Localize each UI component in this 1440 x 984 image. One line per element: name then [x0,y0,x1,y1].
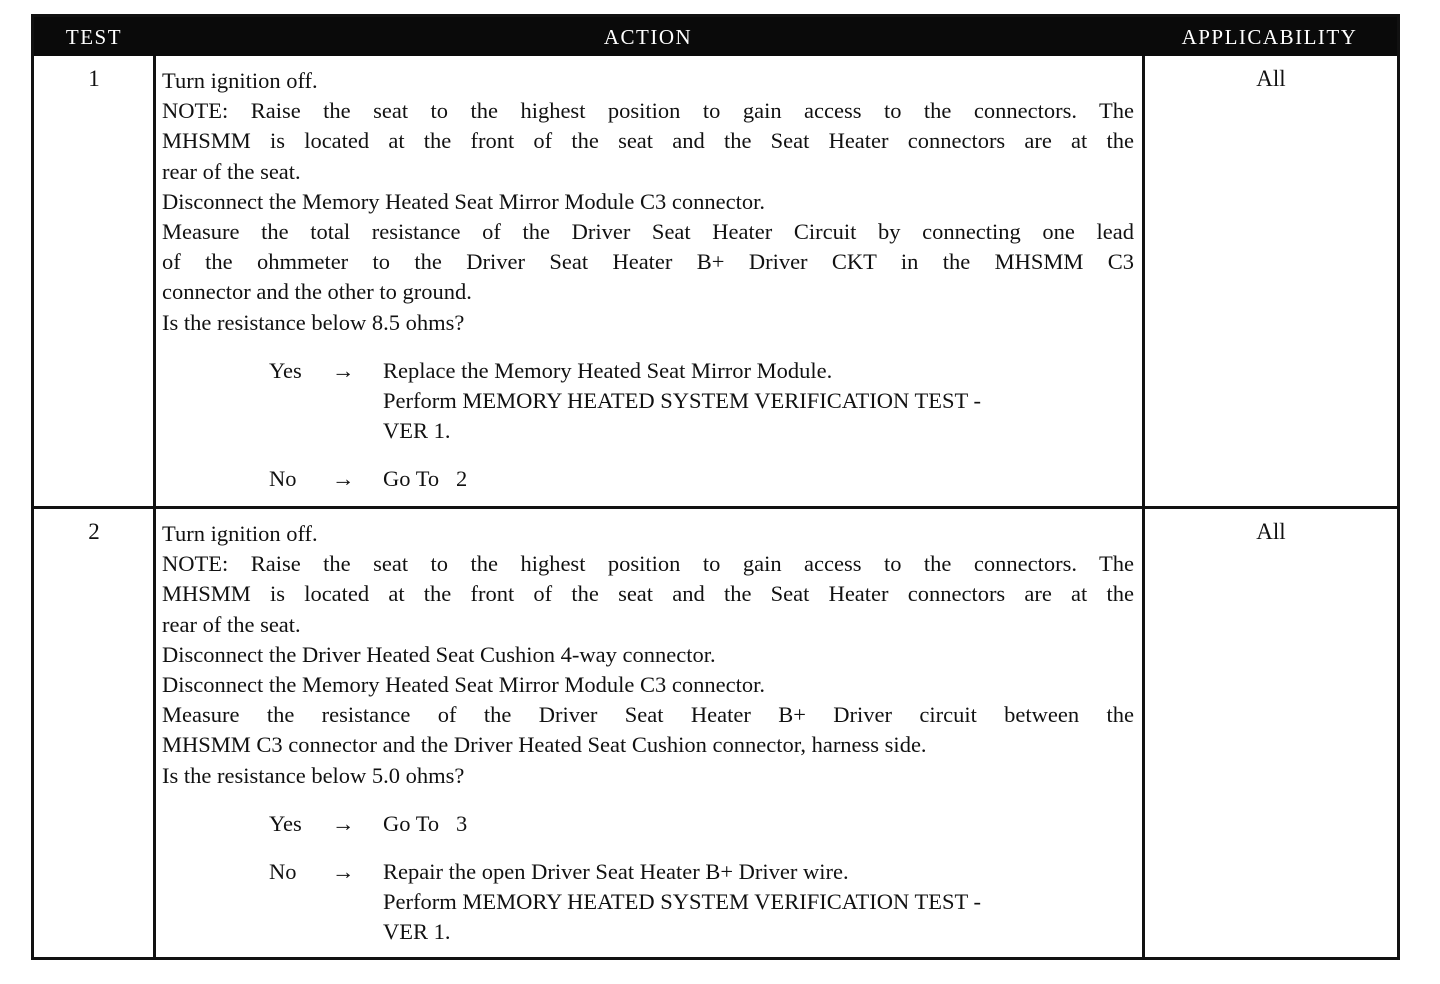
diagnostic-test-table [31,14,1400,960]
no-result [383,857,1134,948]
action-line: MHSMM is located at the front of the seat and the Seat Heater connectors are at the [162,128,1134,154]
result-line: VER 1. [383,418,451,444]
arrow-right-icon: → [332,357,355,383]
no-result [383,464,1134,494]
no-branch [162,857,1134,948]
header-test: TEST [65,25,123,49]
yes-label: Yes [269,810,302,836]
table-row [34,56,1397,507]
applicability-value: All [1256,66,1286,91]
action-cell [162,66,1134,495]
arrow-right-icon: → [332,859,355,885]
yes-branch [162,356,1134,447]
action-line: Is the resistance below 5.0 ohms? [162,762,465,788]
action-line: NOTE: Raise the seat to the highest position to gain access to the connectors. The [162,98,1134,124]
action-line: connector and the other to ground. [162,279,472,305]
action-line: rear of the seat. [162,158,301,184]
result-line: Perform MEMORY HEATED SYSTEM VERIFICATION TEST - [383,388,981,414]
arrow-right-icon: → [332,466,355,492]
no-branch [162,464,1134,494]
result-line: Perform MEMORY HEATED SYSTEM VERIFICATION TEST - [383,889,981,915]
no-label: No [269,859,297,885]
result-line: Go To 3 [383,810,468,836]
result-line: Replace the Memory Heated Seat Mirror Module. [383,357,833,383]
action-line: of the ohmmeter to the Driver Seat Heater B+ Driver CKT in the MHSMM C3 [162,249,1134,275]
action-line: Disconnect the Memory Heated Seat Mirror Module C3 connector. [162,188,765,214]
action-line: Turn ignition off. [162,68,318,93]
test-number: 2 [88,519,100,544]
header-action: ACTION [603,25,693,49]
action-line: Disconnect the Memory Heated Seat Mirror Module C3 connector. [162,672,765,698]
result-line: Go To 2 [383,466,468,492]
table-row [34,509,1397,960]
action-line: Turn ignition off. [162,521,318,546]
action-line: Measure the total resistance of the Driver Seat Heater Circuit by connecting one lead [162,219,1134,245]
action-line: MHSMM C3 connector and the Driver Heated Seat Cushion connector, harness side. [162,732,927,758]
result-line: Repair the open Driver Seat Heater B+ Driver wire. [383,859,849,885]
yes-label: Yes [269,357,302,383]
arrow-right-icon: → [332,810,355,836]
no-label: No [269,466,297,492]
action-line: rear of the seat. [162,611,301,637]
yes-branch [162,809,1134,839]
action-cell [162,519,1134,948]
table-header [34,17,1397,56]
action-line: MHSMM is located at the front of the seat and the Seat Heater connectors are at the [162,581,1134,607]
yes-result [383,356,1134,447]
header-applicability: APPLICABILITY [1181,25,1358,49]
applicability-value: All [1256,519,1286,544]
result-line: VER 1. [383,919,451,945]
test-number: 1 [88,66,100,91]
yes-result [383,809,1134,839]
action-line: Measure the resistance of the Driver Seat Heater B+ Driver circuit between the [162,702,1134,728]
action-line: Is the resistance below 8.5 ohms? [162,309,465,335]
action-line: NOTE: Raise the seat to the highest position to gain access to the connectors. The [162,551,1134,577]
action-line: Disconnect the Driver Heated Seat Cushion 4-way connector. [162,641,716,667]
